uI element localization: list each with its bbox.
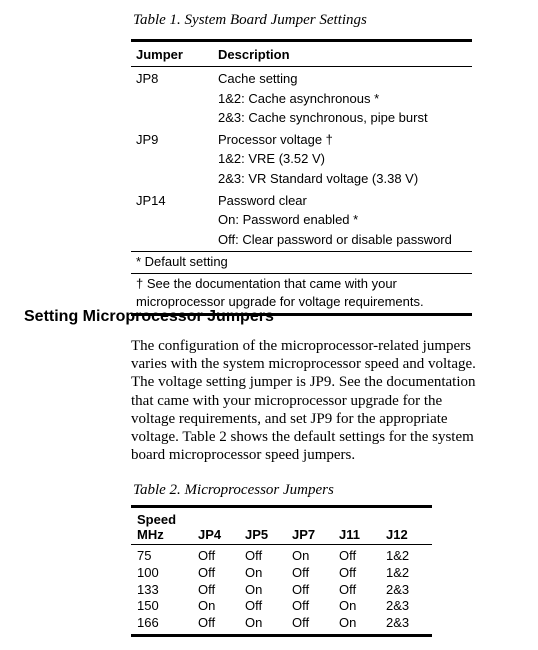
header-jp7: JP7 (292, 527, 316, 542)
header-jp4: JP4 (198, 527, 222, 542)
table-row (131, 149, 472, 169)
speed-cell: 133 (137, 581, 159, 597)
voltage-note-line: † See the documentation that came with your (136, 275, 397, 291)
jumper-option: 1&2: Cache asynchronous * (218, 90, 380, 106)
jp7-cell: Off (292, 615, 310, 631)
section-heading: Setting Microprocessor Jumpers (24, 308, 274, 325)
table-row (131, 89, 472, 109)
header-jumper: Jumper (136, 46, 183, 62)
jumper-description: Processor voltage † (218, 131, 333, 147)
jp5-cell: Off (245, 598, 263, 614)
microprocessor-jumpers-table (131, 505, 432, 637)
jumper-id: JP9 (136, 131, 159, 147)
jp4-cell: Off (198, 615, 216, 631)
voltage-note (131, 274, 472, 313)
j11-cell: Off (339, 581, 357, 597)
paragraph-line: board microprocessor speed jumpers. (131, 447, 356, 464)
table-row (131, 598, 432, 615)
jumper-description: Password clear (218, 192, 307, 208)
jp5-cell: On (245, 615, 263, 631)
j12-cell: 2&3 (386, 598, 410, 614)
jumper-settings-table (131, 39, 472, 316)
j11-cell: On (339, 598, 357, 614)
jumper-option: 1&2: VRE (3.52 V) (218, 151, 325, 167)
jumper-option: Off: Clear password or disable password (218, 231, 452, 247)
j12-cell: 2&3 (386, 615, 410, 631)
header-jp5: JP5 (245, 527, 269, 542)
table-row (131, 565, 432, 582)
table-row (131, 582, 432, 599)
jumper-option: 2&3: Cache synchronous, pipe burst (218, 110, 428, 126)
header-j12: J12 (386, 527, 408, 542)
table-row (131, 548, 432, 565)
j11-cell: Off (339, 548, 357, 563)
j11-cell: Off (339, 564, 357, 580)
jp7-cell: On (292, 548, 310, 563)
paragraph-line: The configuration of the microprocessor-related jumpers (131, 338, 471, 354)
header-speed-unit: MHz (137, 527, 164, 542)
jp7-cell: Off (292, 598, 310, 614)
jumper-description: Cache setting (218, 71, 298, 86)
table-body (131, 545, 432, 634)
jumper-group-jp9 (131, 128, 472, 189)
table-bottom-rule (131, 634, 432, 637)
header-description: Description (218, 46, 290, 62)
table-header-row (131, 42, 472, 66)
jp4-cell: Off (198, 564, 216, 580)
table-row (131, 69, 472, 89)
jp7-cell: Off (292, 581, 310, 597)
jp7-cell: Off (292, 564, 310, 580)
j12-cell: 2&3 (386, 581, 410, 597)
paragraph-line: voltage. Table 2 shows the default settings for the system (131, 429, 474, 446)
jumper-option: 2&3: VR Standard voltage (3.38 V) (218, 170, 419, 186)
table1-caption: Table 1. System Board Jumper Settings (133, 12, 367, 28)
speed-cell: 166 (137, 615, 159, 631)
table-row (131, 230, 472, 250)
paragraph-line: The voltage setting jumper is JP9. See the documentation (131, 374, 476, 391)
jp5-cell: On (245, 564, 263, 580)
paragraph-line: varies with the system microprocessor speed and voltage. (131, 356, 476, 373)
table-row (131, 191, 472, 211)
jp5-cell: On (245, 581, 263, 597)
header-speed (131, 512, 198, 542)
table-row (131, 210, 472, 230)
jumper-group-jp14 (131, 189, 472, 252)
jumper-group-jp8 (131, 67, 472, 128)
header-speed-label: Speed (137, 512, 177, 527)
jp4-cell: On (198, 598, 216, 614)
table-notes (131, 252, 472, 273)
jumper-id: JP14 (136, 192, 166, 208)
paragraph-line: that came with your microprocessor upgrade for the (131, 392, 443, 409)
jp4-cell: Off (198, 581, 216, 597)
voltage-note-line: microprocessor upgrade for voltage requirements. (136, 294, 424, 310)
speed-cell: 100 (137, 564, 159, 580)
speed-cell: 150 (137, 598, 159, 614)
jp5-cell: Off (245, 548, 263, 563)
table2-caption: Table 2. Microprocessor Jumpers (133, 482, 334, 498)
paragraph-line: voltage requirements, and set JP9 for the appropriate (131, 410, 448, 427)
speed-cell: 75 (137, 548, 152, 563)
section-paragraph (131, 337, 531, 464)
j12-cell: 1&2 (386, 564, 410, 580)
jumper-option: On: Password enabled * (218, 212, 359, 228)
table-row (131, 130, 472, 150)
jp4-cell: Off (198, 548, 216, 563)
default-setting-note: * Default setting (136, 254, 228, 270)
jumper-id: JP8 (136, 71, 159, 86)
table-header-row (131, 508, 432, 544)
j12-cell: 1&2 (386, 548, 410, 563)
j11-cell: On (339, 615, 357, 631)
table-row (131, 108, 472, 128)
table-row (131, 169, 472, 189)
table-row (131, 615, 432, 632)
header-j11: J11 (339, 527, 360, 542)
